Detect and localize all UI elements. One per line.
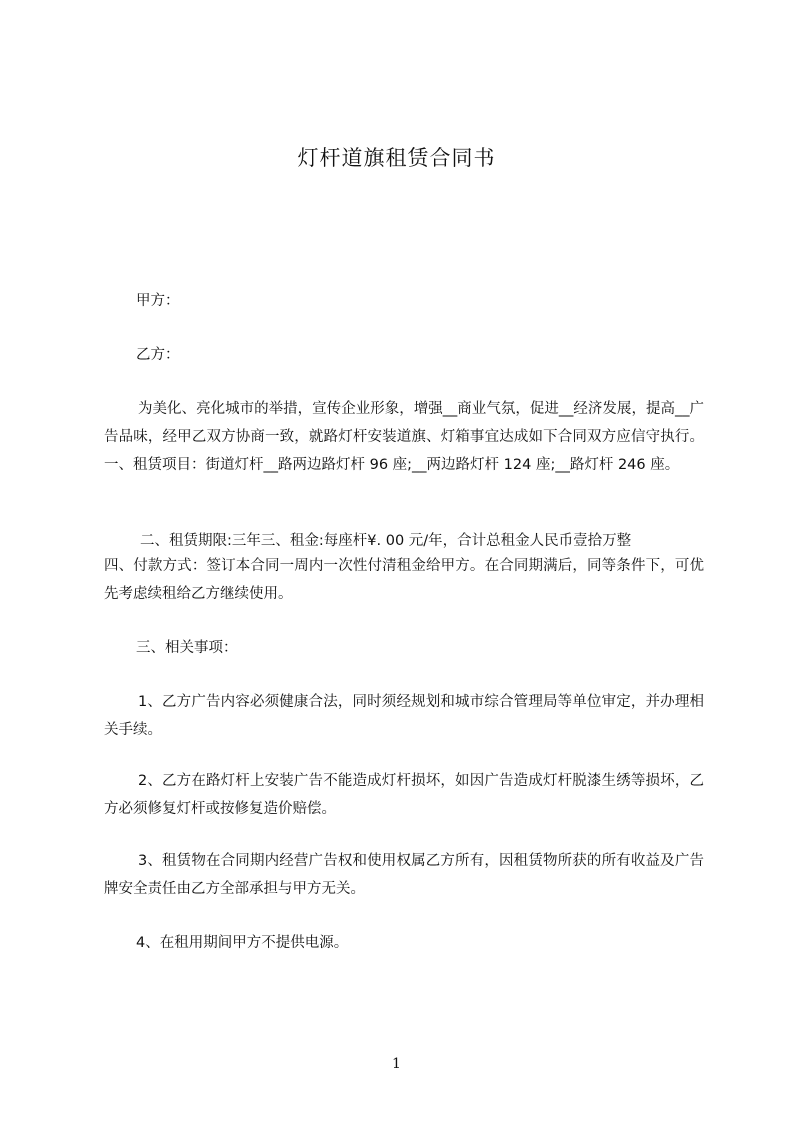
item-3-paragraph: [104, 847, 704, 903]
party-a-label: 甲方：: [136, 293, 180, 309]
item-2-text: 2、乙方在路灯杆上安装广告不能造成灯杆损坏，如因广告造成灯杆脱漆生绣等损坏，乙方必须修复灯杆或按修复造价赔偿。: [104, 773, 704, 817]
item-4-text: 4、在租用期间甲方不提供电源。: [136, 935, 349, 951]
item-1-paragraph: [104, 688, 704, 744]
page-number: 1: [392, 1056, 401, 1072]
intro-paragraph: [104, 395, 704, 479]
party-b-label: 乙方：: [136, 347, 180, 363]
intro-text: 为美化、亮化城市的举措，宣传企业形象，增强__商业气氛，促进__经济发展，提高__广告品味，经甲乙双方协商一致，就路灯杆安装道旗、灯箱事宜达成如下合同双方应信守执行。一、租赁项目：街道灯杆__路两边路灯杆 96 座;__两边路灯杆 124 座;__路灯杆 246 座。: [104, 401, 704, 473]
document-title: 灯杆道旗租赁合同书: [297, 146, 496, 170]
clause-3-heading: 三、相关事项：: [136, 640, 238, 656]
clause-2-line-2: 四、付款方式：签订本合同一周内一次性付清租金给甲方。在合同期满后，同等条件下，可优先考虑续租给乙方继续使用。: [104, 558, 704, 602]
clause-2-paragraph: [104, 552, 704, 608]
item-1-text: 1、乙方广告内容必须健康合法，同时须经规划和城市综合管理局等单位审定，并办理相关手续。: [104, 694, 704, 738]
item-2-paragraph: [104, 767, 704, 823]
item-3-text: 3、租赁物在合同期内经营广告权和使用权属乙方所有，因租赁物所获的所有收益及广告牌安全责任由乙方全部承担与甲方无关。: [104, 853, 704, 897]
clause-2-line-1: 二、租赁期限:三年三、租金:每座杆¥. 00 元/年，合计总租金人民币壹拾万整: [140, 533, 632, 549]
